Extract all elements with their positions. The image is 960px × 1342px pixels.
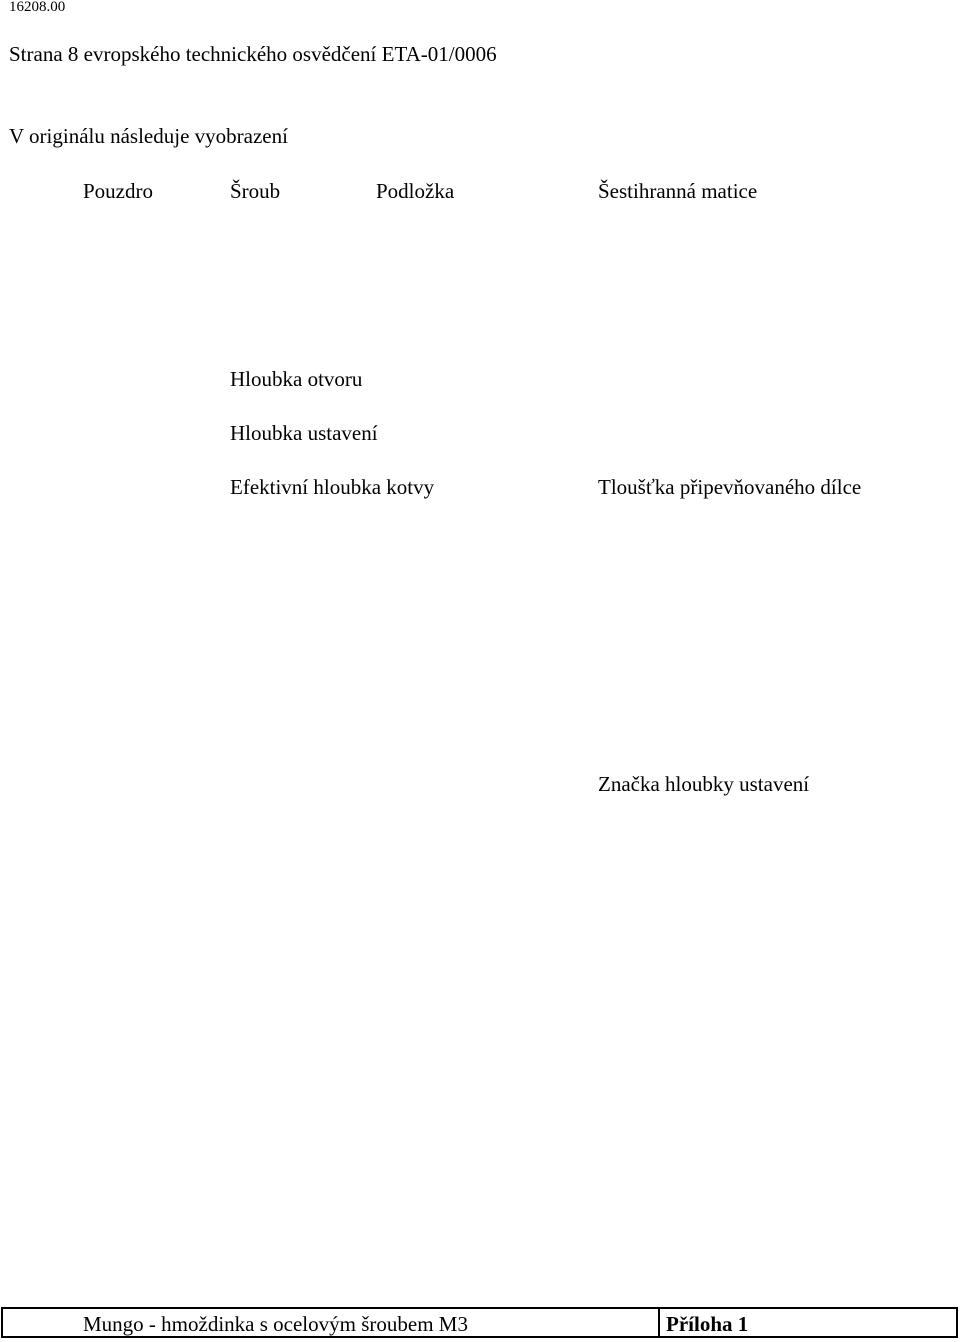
label-sroub: Šroub <box>230 179 281 203</box>
label-matice: Šestihranná matice <box>598 179 758 203</box>
footer-annex: Příloha 1 <box>666 1312 749 1336</box>
document-id: 16208.00 <box>9 0 66 15</box>
label-efektivni-hloubka: Efektivní hloubka kotvy <box>230 475 435 499</box>
label-podlozka: Podložka <box>376 179 455 203</box>
page-title: Strana 8 evropského technického osvědčení ETA-01/0006 <box>9 42 497 66</box>
footer-product: Mungo - hmoždinka s ocelovým šroubem M3 <box>3 1309 660 1336</box>
label-hloubka-ustaveni: Hloubka ustavení <box>230 421 378 445</box>
figure-note: V originálu následuje vyobrazení <box>9 124 288 148</box>
label-tloustka: Tloušťka připevňovaného dílce <box>598 475 862 499</box>
label-znacka-hloubky: Značka hloubky ustavení <box>598 772 810 796</box>
label-hloubka-otvoru: Hloubka otvoru <box>230 367 363 391</box>
footer-table <box>1 1307 958 1338</box>
label-pouzdro: Pouzdro <box>83 179 153 203</box>
